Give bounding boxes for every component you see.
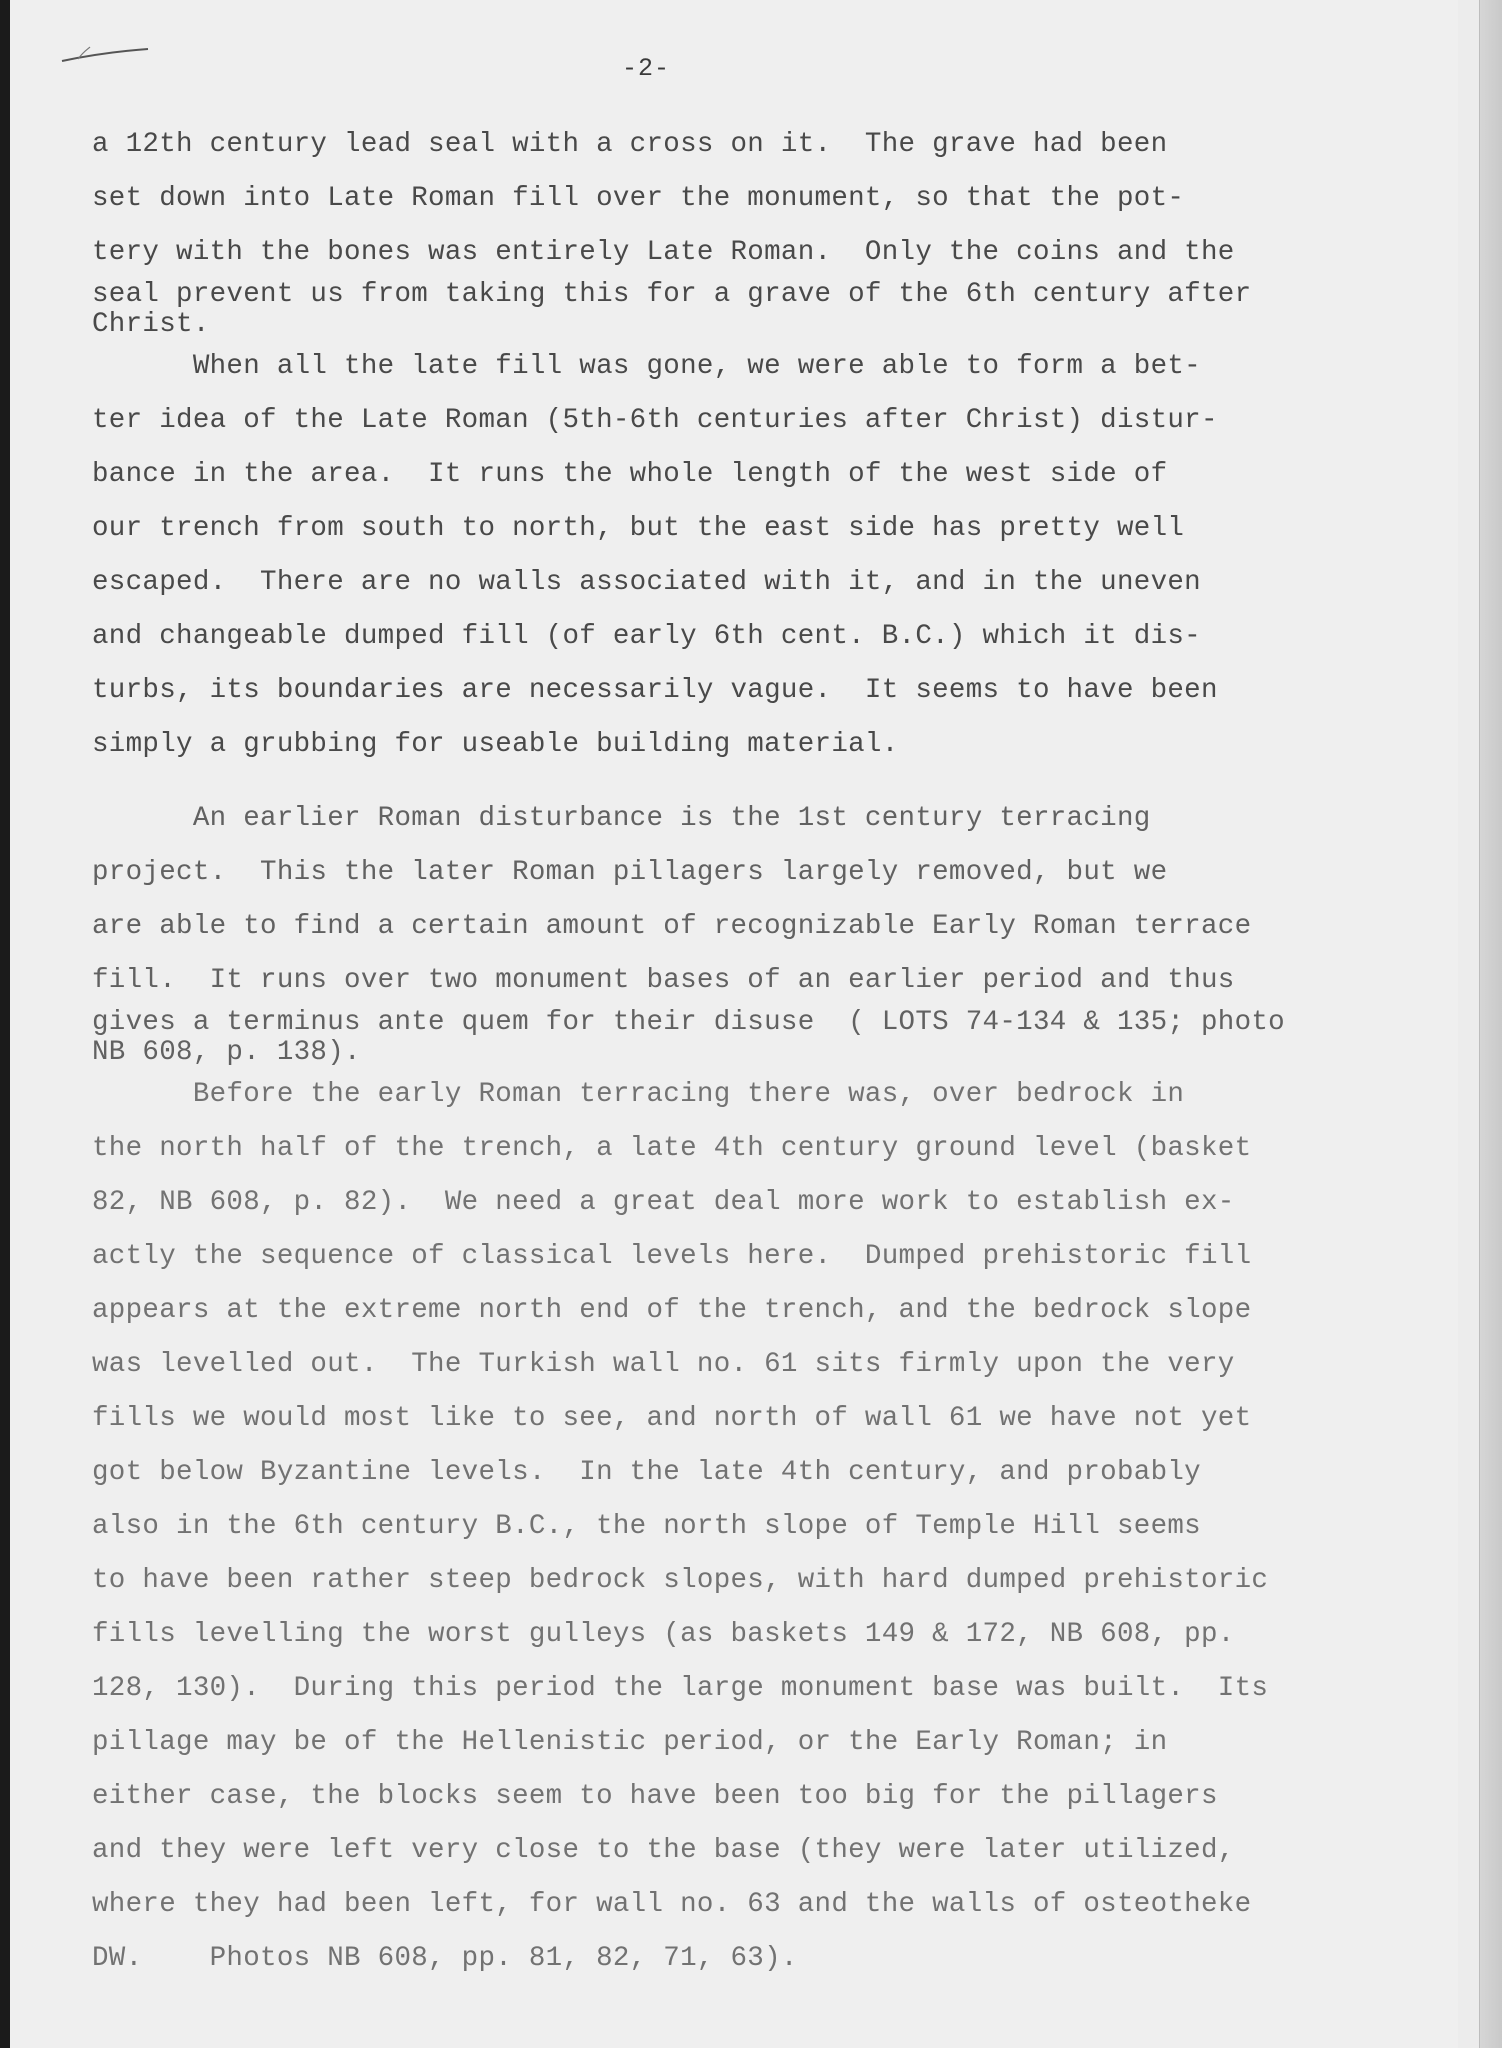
text-line: seal prevent us from taking this for a grave of the 6th century after — [92, 279, 1252, 310]
text-line: An earlier Roman disturbance is the 1st century terracing — [92, 803, 1151, 834]
text-line: where they had been left, for wall no. 63 and the walls of osteotheke — [92, 1889, 1252, 1920]
text-line: DW. Photos NB 608, pp. 81, 82, 71, 63). — [92, 1943, 798, 1974]
pen-mark-icon — [60, 45, 150, 67]
text-line: 82, NB 608, p. 82). We need a great deal more work to establish ex- — [92, 1187, 1235, 1218]
text-line: Before the early Roman terracing there was, over bedrock in — [92, 1079, 1185, 1110]
text-line: and they were left very close to the base (they were later utilized, — [92, 1835, 1235, 1866]
text-line: also in the 6th century B.C., the north slope of Temple Hill seems — [92, 1511, 1201, 1542]
text-line: NB 608, p. 138). — [92, 1037, 361, 1068]
typed-body-text — [92, 118, 1432, 1986]
text-line: a 12th century lead seal with a cross on it. The grave had been — [92, 129, 1168, 160]
text-line: to have been rather steep bedrock slopes, with hard dumped prehistoric — [92, 1565, 1269, 1596]
text-line: actly the sequence of classical levels here. Dumped prehistoric fill — [92, 1241, 1252, 1272]
text-line: either case, the blocks seem to have been too big for the pillagers — [92, 1781, 1218, 1812]
text-line: appears at the extreme north end of the trench, and the bedrock slope — [92, 1295, 1252, 1326]
text-line: got below Byzantine levels. In the late 4th century, and probably — [92, 1457, 1201, 1488]
text-line: the north half of the trench, a late 4th century ground level (basket — [92, 1133, 1252, 1164]
text-line: fills levelling the worst gulleys (as baskets 149 & 172, NB 608, pp. — [92, 1619, 1235, 1650]
text-line: Christ. — [92, 309, 210, 340]
scan-edge-left — [0, 0, 10, 2048]
text-line: are able to find a certain amount of recognizable Early Roman terrace — [92, 911, 1252, 942]
page-number: -2- — [622, 54, 671, 83]
text-line: When all the late fill was gone, we were able to form a bet- — [92, 351, 1201, 382]
text-line: bance in the area. It runs the whole length of the west side of — [92, 459, 1168, 490]
text-line: pillage may be of the Hellenistic period, or the Early Roman; in — [92, 1727, 1168, 1758]
document-page — [10, 0, 1458, 2048]
text-line: tery with the bones was entirely Late Roman. Only the coins and the — [92, 237, 1235, 268]
text-line: fill. It runs over two monument bases of an earlier period and thus — [92, 965, 1235, 996]
scan-edge-right — [1479, 0, 1502, 2048]
text-line: turbs, its boundaries are necessarily vague. It seems to have been — [92, 675, 1218, 706]
text-line: and changeable dumped fill (of early 6th cent. B.C.) which it dis- — [92, 621, 1201, 652]
text-line: was levelled out. The Turkish wall no. 61 sits firmly upon the very — [92, 1349, 1235, 1380]
text-line: simply a grubbing for useable building material. — [92, 729, 899, 760]
text-line: project. This the later Roman pillagers largely removed, but we — [92, 857, 1168, 888]
text-line: set down into Late Roman fill over the monument, so that the pot- — [92, 183, 1185, 214]
text-line: our trench from south to north, but the east side has pretty well — [92, 513, 1185, 544]
text-line: gives a terminus ante quem for their disuse ( LOTS 74-134 & 135; photo — [92, 1007, 1285, 1038]
text-line: 128, 130). During this period the large monument base was built. Its — [92, 1673, 1269, 1704]
text-line: fills we would most like to see, and north of wall 61 we have not yet — [92, 1403, 1252, 1434]
text-line: ter idea of the Late Roman (5th-6th centuries after Christ) distur- — [92, 405, 1218, 436]
text-line: escaped. There are no walls associated with it, and in the uneven — [92, 567, 1201, 598]
